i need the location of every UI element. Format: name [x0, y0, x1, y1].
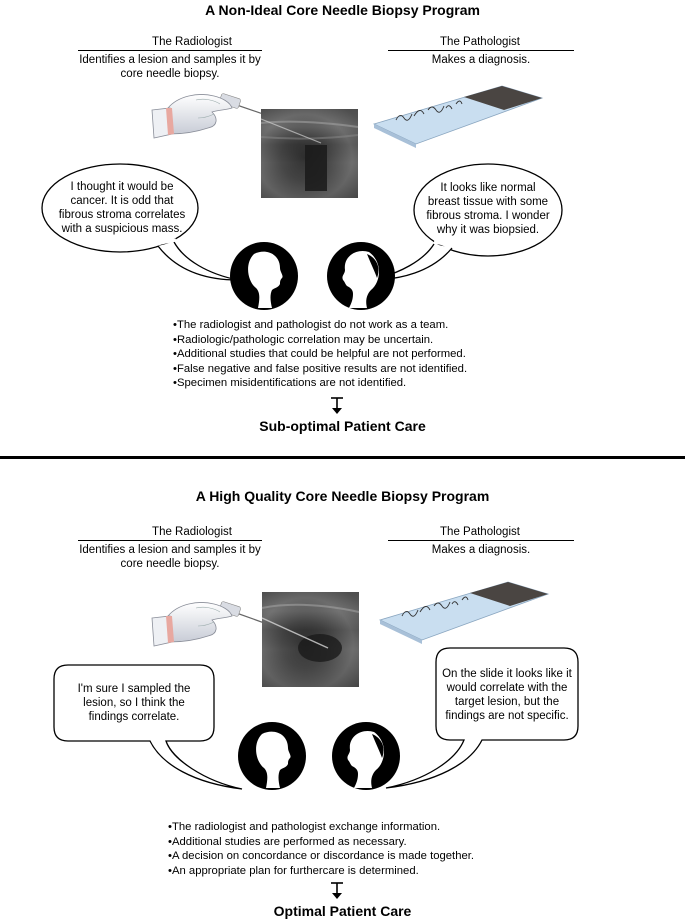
bottom-pathologist-desc: Makes a diagnosis.	[431, 544, 531, 556]
male-head-silhouette-icon	[238, 722, 306, 790]
top-pathologist-desc: Makes a diagnosis.	[431, 54, 531, 66]
bottom-radiologist-speech: I'm sure I sampled the lesion, so I think the findings correlate.	[77, 683, 191, 723]
list-item: • A decision on concordance or discordance is made together.	[168, 849, 474, 864]
top-radiologist-label: The Radiologist	[152, 36, 232, 48]
list-item: • The radiologist and pathologist do not work as a team.	[173, 318, 467, 333]
list-item: • Radiologic/pathologic correlation may be uncertain.	[173, 333, 467, 348]
bottom-radiologist-underline	[78, 540, 262, 541]
list-item: • An appropriate plan for furthercare is determined.	[168, 864, 474, 879]
section-divider	[0, 456, 685, 459]
bottom-pathologist-label: The Pathologist	[440, 526, 520, 538]
glass-slide-icon	[374, 86, 544, 148]
top-radiologist-desc: Identifies a lesion and samples it by core needle biopsy.	[79, 54, 261, 80]
bottom-pathologist-speech: On the slide it looks like it would correlate with the target lesion, but the findings are not specific.	[442, 668, 572, 722]
ultrasound-image-icon	[261, 109, 358, 198]
list-item: • The radiologist and pathologist exchange information.	[168, 820, 474, 835]
top-pathologist-label: The Pathologist	[440, 36, 520, 48]
male-head-silhouette-icon	[230, 242, 298, 310]
gloved-hand-needle-icon	[148, 88, 258, 148]
top-pathologist-underline	[388, 50, 574, 51]
top-title: A Non-Ideal Core Needle Biopsy Program	[205, 2, 480, 18]
bottom-outcome: Optimal Patient Care	[273, 903, 412, 919]
glass-slide-icon	[380, 582, 550, 644]
list-item: • Additional studies that could be helpful are not performed.	[173, 347, 467, 362]
top-pathologist-speech: It looks like normal breast tissue with some fibrous stroma. I wonder why it was biopsied.	[426, 182, 550, 236]
gloved-hand-needle-icon	[148, 596, 258, 656]
bottom-radiologist-label: The Radiologist	[152, 526, 232, 538]
list-item: • Specimen misidentifications are not identified.	[173, 376, 467, 391]
top-radiologist-speech: I thought it would be cancer. It is odd that fibrous stroma correlates with a suspicious mass.	[58, 181, 186, 235]
bottom-bullet-list	[168, 820, 474, 878]
list-item: • False negative and false positive results are not identified.	[173, 362, 467, 377]
female-head-silhouette-icon	[332, 722, 400, 790]
top-outcome: Sub-optimal Patient Care	[259, 418, 426, 434]
bottom-pathologist-underline	[388, 540, 574, 541]
female-head-silhouette-icon	[327, 242, 395, 310]
bottom-title: A High Quality Core Needle Biopsy Program	[195, 488, 490, 504]
top-radiologist-underline	[78, 50, 262, 51]
arrow-down-icon	[330, 882, 344, 900]
bottom-radiologist-desc: Identifies a lesion and samples it by core needle biopsy.	[79, 544, 261, 570]
top-bullet-list	[173, 318, 467, 391]
arrow-down-icon	[330, 397, 344, 415]
ultrasound-image-icon	[262, 592, 359, 687]
list-item: • Additional studies are performed as necessary.	[168, 835, 474, 850]
